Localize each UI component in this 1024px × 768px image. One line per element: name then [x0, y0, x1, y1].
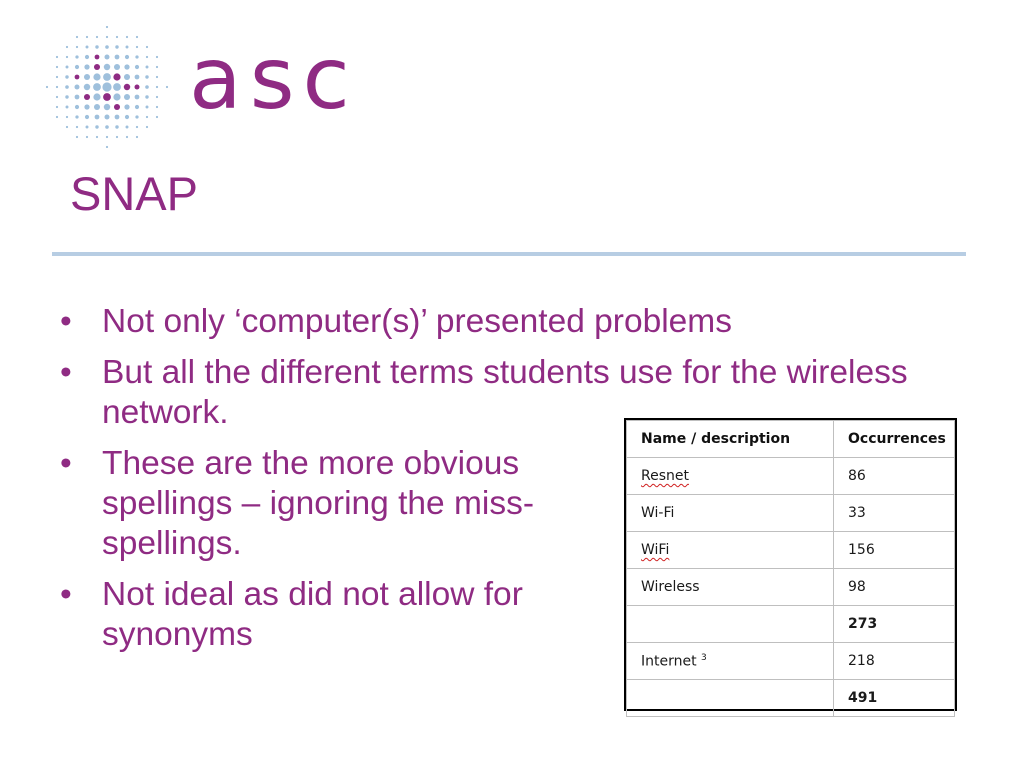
logo-dot	[103, 73, 111, 81]
logo-dot	[105, 125, 109, 129]
logo-dot	[84, 94, 90, 100]
logo-dot	[105, 45, 109, 49]
row-value: 98	[834, 569, 955, 606]
logo-dot	[75, 75, 80, 80]
title-divider	[52, 252, 966, 256]
logo-dot	[56, 86, 58, 88]
logo-dot	[104, 104, 110, 110]
logo-dot	[74, 84, 79, 89]
logo-dot	[145, 95, 148, 98]
table-row	[627, 569, 955, 606]
logo-dot	[96, 36, 98, 38]
logo-dot	[84, 104, 89, 109]
logo-dot	[76, 46, 78, 48]
logo-dot	[124, 64, 129, 69]
logo-dot	[84, 64, 89, 69]
row-footnote: 3	[701, 652, 707, 663]
logo-dot	[75, 55, 78, 58]
logo-dot	[95, 55, 100, 60]
logo-dot	[113, 83, 121, 91]
table-row-subtotal	[627, 606, 955, 643]
logo-dot	[93, 83, 101, 91]
logo-dot	[146, 106, 149, 109]
logo-dot	[136, 136, 138, 138]
table-row	[627, 643, 955, 680]
logo-dot	[65, 85, 69, 89]
logo-dot	[106, 136, 108, 138]
logo-dot	[75, 95, 80, 100]
logo-dot	[146, 66, 149, 69]
table-header-row	[627, 421, 955, 458]
logo-dot	[126, 136, 128, 138]
logo-dot	[106, 146, 108, 148]
logo-dot	[96, 136, 98, 138]
logo-dot	[135, 65, 139, 69]
logo-dot	[135, 95, 140, 100]
logo-dot	[94, 64, 100, 70]
row-name: WiFi	[641, 542, 670, 558]
logo-dot	[135, 115, 138, 118]
logo-dot	[146, 126, 148, 128]
logo-dot	[166, 86, 168, 88]
logo-dot	[104, 114, 109, 119]
logo-dot	[125, 115, 129, 119]
logo-dot	[84, 74, 90, 80]
logo-dot	[85, 55, 89, 59]
logo-dot	[94, 104, 100, 110]
logo-dot	[116, 36, 118, 38]
logo-dot	[66, 56, 68, 58]
logo-dot	[56, 116, 58, 118]
logo-dot	[113, 73, 120, 80]
table-row	[627, 532, 955, 569]
logo-dot	[85, 115, 89, 119]
logo-dot	[134, 84, 139, 89]
slide-title: SNAP	[70, 167, 198, 220]
logo-dot	[65, 75, 68, 78]
dot-globe-icon	[44, 26, 170, 148]
logo-dot	[46, 86, 48, 88]
logo-dot	[145, 75, 148, 78]
logo-dot	[114, 64, 120, 70]
logo-dot	[86, 126, 89, 129]
logo-dot	[113, 93, 120, 100]
logo-dot	[115, 125, 118, 128]
logo-dot	[66, 66, 69, 69]
logo-dot	[156, 76, 158, 78]
logo-dot	[124, 94, 130, 100]
logo-dot	[102, 82, 111, 91]
row-name: Resnet	[641, 468, 689, 484]
logo-dot	[145, 85, 149, 89]
logo-dot	[136, 46, 138, 48]
logo-dot	[86, 136, 88, 138]
logo-dot	[114, 104, 120, 110]
logo-dot	[124, 74, 130, 80]
logo-dot	[135, 75, 140, 80]
logo-dot	[104, 54, 109, 59]
logo-dot	[156, 86, 158, 88]
logo-dot	[136, 36, 138, 38]
logo-dot	[115, 115, 120, 120]
logo-dot	[124, 104, 129, 109]
logo-dot	[156, 106, 158, 108]
row-name: Internet	[641, 653, 697, 670]
logo-dot	[66, 116, 68, 118]
header-occurrences: Occurrences	[834, 421, 955, 458]
logo-dot	[86, 46, 89, 49]
logo-dot	[146, 116, 148, 118]
row-value: 33	[834, 495, 955, 532]
logo-dot	[115, 55, 120, 60]
logo-dot	[95, 125, 98, 128]
logo-dot	[156, 116, 158, 118]
logo-dot	[135, 105, 139, 109]
logo-dot	[56, 66, 58, 68]
logo-dot	[65, 95, 68, 98]
row-value: 156	[834, 532, 955, 569]
logo-dot	[103, 93, 111, 101]
bullet-item: • Not only ‘computer(s)’ presented problems	[58, 302, 942, 342]
bullet-item: • But all the different terms students use for the wireless network.	[58, 353, 942, 433]
logo-dot	[136, 126, 138, 128]
logo-dot	[76, 126, 78, 128]
row-value: 86	[834, 458, 955, 495]
logo-dot	[84, 84, 90, 90]
logo-dot	[56, 56, 58, 58]
logo-dot	[116, 136, 118, 138]
logo-dot	[66, 46, 68, 48]
logo-dot	[104, 64, 110, 70]
bullet-item: • Not ideal as did not allow for synonyms	[58, 575, 612, 655]
logo-dot	[115, 45, 118, 48]
logo-dot	[95, 45, 98, 48]
logo-dot	[76, 136, 78, 138]
logo-dot	[156, 56, 158, 58]
table-row-total	[627, 680, 955, 717]
row-value: 218	[834, 643, 955, 680]
logo-wordmark: asc	[189, 29, 358, 129]
logo-dot	[156, 96, 158, 98]
logo-dot	[56, 76, 58, 78]
asc-logo	[44, 26, 358, 151]
table-row	[627, 458, 955, 495]
header-name: Name / description	[627, 421, 834, 458]
logo-dot	[146, 56, 148, 58]
bullet-item: • These are the more obvious spellings – ignoring the miss-spellings.	[58, 444, 612, 564]
logo-dot	[125, 55, 129, 59]
logo-dot	[93, 73, 100, 80]
logo-dot	[126, 46, 129, 49]
logo-dot	[156, 66, 158, 68]
logo-dot	[66, 106, 69, 109]
logo-dot	[86, 36, 88, 38]
logo-dot	[106, 36, 108, 38]
logo-dot	[75, 115, 78, 118]
row-value: 491	[834, 680, 955, 717]
logo-dot	[75, 65, 79, 69]
logo-dot	[93, 93, 100, 100]
table-row	[627, 495, 955, 532]
logo-dot	[135, 55, 138, 58]
logo-dot	[56, 96, 58, 98]
logo-dot	[66, 126, 68, 128]
row-name: Wi-Fi	[641, 505, 675, 521]
logo-dot	[126, 126, 129, 129]
logo-dot	[95, 115, 100, 120]
logo-dot	[106, 26, 108, 28]
logo-dot	[124, 84, 130, 90]
logo-dot	[146, 46, 148, 48]
row-name: Wireless	[641, 579, 700, 595]
logo-dot	[56, 106, 58, 108]
occurrences-table	[624, 418, 957, 711]
logo-dot	[75, 105, 79, 109]
logo-dot	[126, 36, 128, 38]
logo-dot	[76, 36, 78, 38]
row-value: 273	[834, 606, 955, 643]
